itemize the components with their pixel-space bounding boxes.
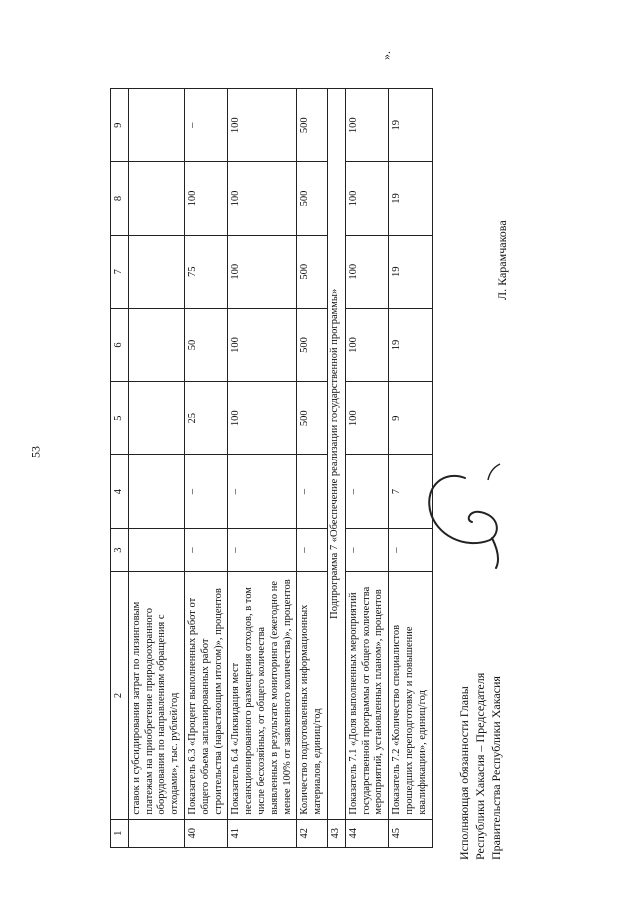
header-cell: 2 (111, 572, 129, 819)
header-cell: 6 (111, 308, 129, 381)
row-description: Показатель 7.2 «Количество специалистов прошедших переподготовку и повышение квалификации», единиц/год (389, 572, 432, 819)
signatory-line: Республики Хакасия – Председателя (473, 672, 488, 860)
indicator-table-block (110, 88, 428, 848)
row-value: – (345, 528, 388, 572)
row-value: 75 (184, 235, 227, 308)
row-description: ставок и субсидирования затрат по лизинговым платежам на приобретение природоохранного оборудования по направлениям обращения с отходами», тыс. рублей/год (128, 572, 184, 819)
section-row (327, 89, 345, 848)
row-value (128, 162, 184, 235)
row-value: – (228, 528, 297, 572)
row-description: Показатель 7.1 «Доля выполненных мероприятий государственной программы от общего количества мероприятий, установленных планом», процентов (345, 572, 388, 819)
signatory-line: Правительства Республики Хакасия (489, 676, 504, 860)
row-value: 19 (389, 162, 432, 235)
row-value (128, 382, 184, 455)
header-cell: 4 (111, 455, 129, 528)
row-value (128, 455, 184, 528)
row-value: 19 (389, 89, 432, 162)
row-value: 100 (345, 162, 388, 235)
table-row (297, 89, 328, 848)
header-cell: 7 (111, 235, 129, 308)
row-value (128, 89, 184, 162)
row-number: 45 (389, 819, 432, 847)
row-value: – (297, 528, 328, 572)
row-value: 500 (297, 162, 328, 235)
row-value: 19 (389, 235, 432, 308)
row-value: 500 (297, 308, 328, 381)
row-number (128, 819, 184, 847)
row-value: 100 (345, 89, 388, 162)
table-row (345, 89, 388, 848)
row-value: 100 (345, 235, 388, 308)
row-value (128, 308, 184, 381)
row-value: 9 (389, 382, 432, 455)
row-value (128, 528, 184, 572)
row-value: 100 (228, 162, 297, 235)
row-number: 44 (345, 819, 388, 847)
header-row (111, 89, 129, 848)
row-value: 100 (228, 89, 297, 162)
row-number: 40 (184, 819, 227, 847)
row-value: 100 (228, 382, 297, 455)
row-description: Показатель 6.4 «Ликвидация мест несанкционированного размещения отходов, в том числе бесхозяйных, от общего количества выявленных в результате мониторинга (ежегодно не менее 100% от заявленного количества)», процентов (228, 572, 297, 819)
table-row (184, 89, 227, 848)
row-number: 43 (327, 819, 345, 847)
header-cell: 9 (111, 89, 129, 162)
row-value: – (184, 528, 227, 572)
row-value: – (389, 528, 432, 572)
header-cell: 8 (111, 162, 129, 235)
handwritten-signature (410, 460, 510, 570)
row-value: 100 (345, 382, 388, 455)
row-value: – (297, 455, 328, 528)
page-number: 53 (28, 446, 43, 458)
row-value: 500 (297, 89, 328, 162)
row-value: 100 (345, 308, 388, 381)
row-value: 100 (228, 308, 297, 381)
row-value: – (184, 89, 227, 162)
row-value: – (184, 455, 227, 528)
section-title: Подпрограмма 7 «Обеспечение реализации государственной программы» (327, 89, 345, 820)
row-value: 7 (389, 455, 432, 528)
signatory-name: Л. Карамчакова (495, 220, 509, 300)
header-cell: 1 (111, 819, 129, 847)
row-value: – (345, 455, 388, 528)
row-value: 500 (297, 235, 328, 308)
closing-quote: ». (379, 51, 393, 60)
row-number: 41 (228, 819, 297, 847)
signatory-line: Исполняющая обязанности Главы (457, 686, 471, 860)
row-number: 42 (297, 819, 328, 847)
row-value (128, 235, 184, 308)
row-value: 500 (297, 382, 328, 455)
row-description: Количество подготовленных информационных материалов, единиц/год (297, 572, 328, 819)
row-description: Показатель 6.3 «Процент выполненных работ от общего объема запланированных работ строительства (нарастающим итогом)», процентов (184, 572, 227, 819)
row-value: 25 (184, 382, 227, 455)
row-value: 100 (184, 162, 227, 235)
header-cell: 5 (111, 382, 129, 455)
signatory-title (456, 530, 505, 860)
indicator-table (110, 88, 433, 848)
row-value: 19 (389, 308, 432, 381)
table-row (228, 89, 297, 848)
header-cell: 3 (111, 528, 129, 572)
row-value: – (228, 455, 297, 528)
row-value: 100 (228, 235, 297, 308)
table-row (128, 89, 184, 848)
row-value: 50 (184, 308, 227, 381)
